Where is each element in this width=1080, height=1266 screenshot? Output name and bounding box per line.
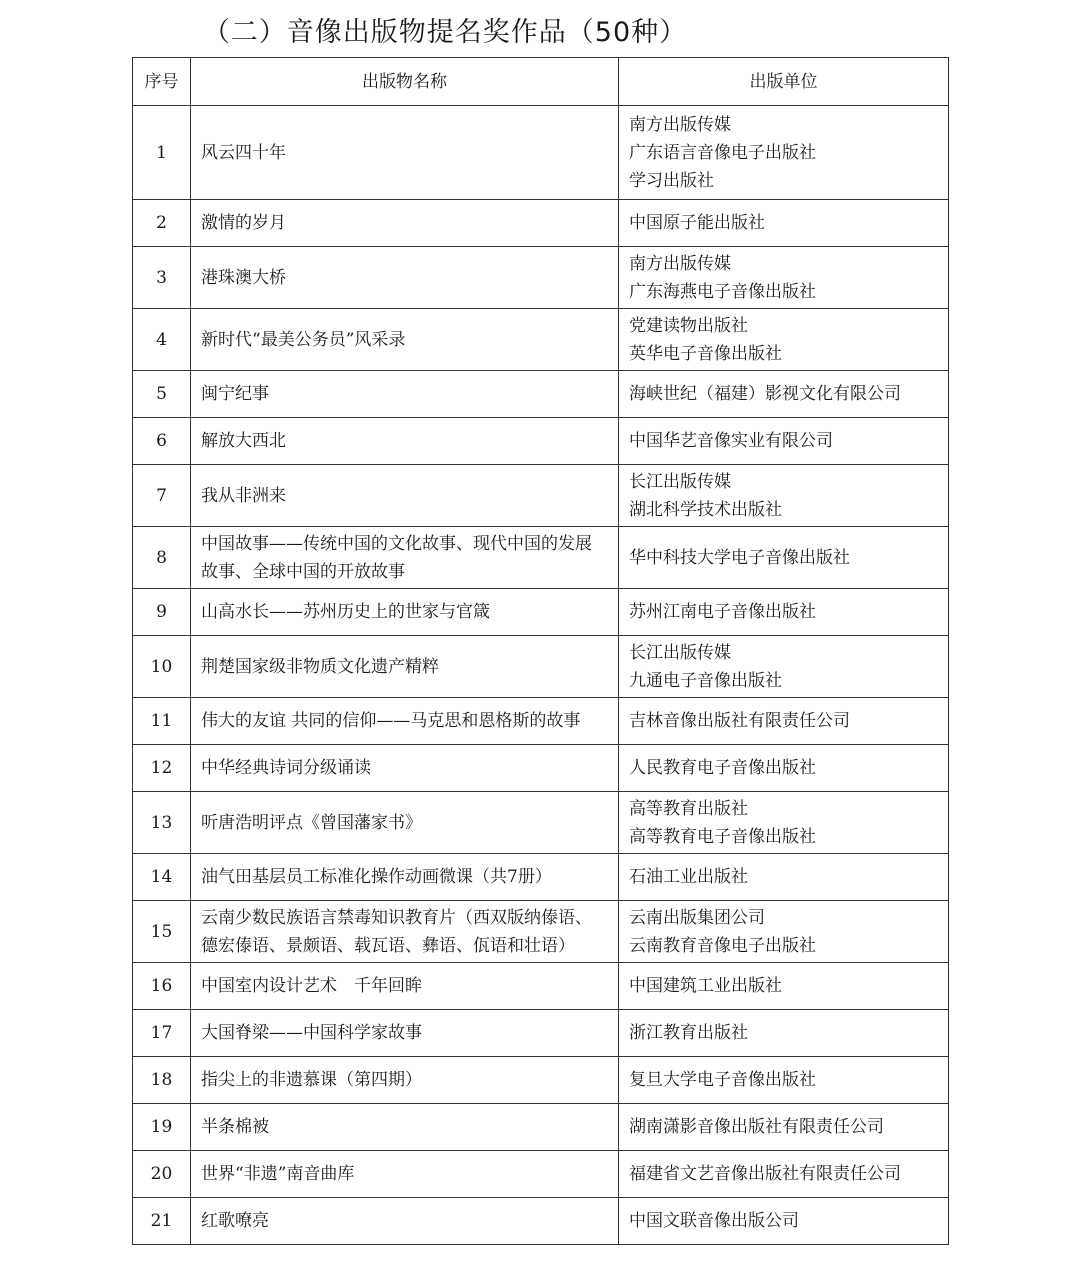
publisher-cell: [619, 901, 949, 963]
column-header-no: 序号: [133, 58, 191, 106]
table-row: [133, 854, 949, 901]
publisher-name: 云南教育音像电子出版社: [629, 935, 816, 956]
table-row: [133, 1057, 949, 1104]
publisher-name: 复旦大学电子音像出版社: [629, 1070, 816, 1090]
publisher-cell: [619, 636, 949, 698]
publisher-name: 高等教育电子音像出版社: [629, 826, 816, 847]
publisher-cell: [619, 309, 949, 371]
publisher-name: 吉林音像出版社有限责任公司: [629, 711, 850, 731]
row-number: 10: [133, 636, 191, 698]
table-row: [133, 465, 949, 527]
publisher-name: 中国建筑工业出版社: [629, 976, 782, 996]
publication-name: 听唐浩明评点《曾国藩家书》: [191, 792, 619, 854]
table-row: [133, 1151, 949, 1198]
row-number: 11: [133, 698, 191, 745]
row-number: 8: [133, 527, 191, 589]
publication-name: 我从非洲来: [191, 465, 619, 527]
publication-name: 激情的岁月: [191, 200, 619, 247]
publisher-cell: [619, 200, 949, 247]
publication-name: 港珠澳大桥: [191, 247, 619, 309]
publication-name: 风云四十年: [191, 106, 619, 200]
publisher-cell: [619, 371, 949, 418]
table-row: [133, 106, 949, 200]
table-row: [133, 589, 949, 636]
table-row: [133, 1010, 949, 1057]
publisher-cell: [619, 247, 949, 309]
table-row: [133, 309, 949, 371]
publisher-name: 湖南潇影音像出版社有限责任公司: [629, 1117, 884, 1137]
publisher-name: 南方出版传媒: [629, 114, 731, 135]
publisher-name: 广东海燕电子音像出版社: [629, 281, 816, 302]
table-row: [133, 418, 949, 465]
row-number: 20: [133, 1151, 191, 1198]
publisher-cell: [619, 418, 949, 465]
row-number: 2: [133, 200, 191, 247]
publisher-name: 长江出版传媒: [629, 642, 731, 663]
publisher-cell: [619, 698, 949, 745]
publisher-cell: [619, 106, 949, 200]
publication-name: 山高水长——苏州历史上的世家与官箴: [191, 589, 619, 636]
row-number: 12: [133, 745, 191, 792]
row-number: 6: [133, 418, 191, 465]
publication-name: 闽宁纪事: [191, 371, 619, 418]
publisher-cell: [619, 745, 949, 792]
publisher-name: 广东语言音像电子出版社: [629, 142, 816, 163]
table-row: [133, 1104, 949, 1151]
row-number: 15: [133, 901, 191, 963]
publisher-name: 高等教育出版社: [629, 798, 748, 819]
row-number: 3: [133, 247, 191, 309]
publisher-name: 福建省文艺音像出版社有限责任公司: [629, 1164, 901, 1184]
publisher-name: 长江出版传媒: [629, 471, 731, 492]
publisher-cell: [619, 1057, 949, 1104]
publisher-name: 学习出版社: [629, 170, 714, 191]
publisher-cell: [619, 465, 949, 527]
column-header-name: 出版物名称: [191, 58, 619, 106]
row-number: 14: [133, 854, 191, 901]
publisher-cell: [619, 963, 949, 1010]
row-number: 7: [133, 465, 191, 527]
publisher-name: 苏州江南电子音像出版社: [629, 602, 816, 622]
publication-name: 油气田基层员工标准化操作动画微课（共7册）: [191, 854, 619, 901]
publisher-name: 人民教育电子音像出版社: [629, 758, 816, 778]
publisher-cell: [619, 1198, 949, 1245]
table-header-row: [133, 58, 949, 106]
table-row: [133, 698, 949, 745]
publisher-name: 中国原子能出版社: [629, 213, 765, 233]
table-row: [133, 1198, 949, 1245]
publication-name: 大国脊梁——中国科学家故事: [191, 1010, 619, 1057]
row-number: 21: [133, 1198, 191, 1245]
row-number: 16: [133, 963, 191, 1010]
publisher-name: 石油工业出版社: [629, 867, 748, 887]
publisher-name: 中国文联音像出版公司: [629, 1211, 799, 1231]
publication-name: 云南少数民族语言禁毒知识教育片（西双版纳傣语、德宏傣语、景颇语、载瓦语、彝语、佤语和壮语）: [191, 901, 619, 963]
publication-name: 中华经典诗词分级诵读: [191, 745, 619, 792]
table-row: [133, 527, 949, 589]
table-row: [133, 371, 949, 418]
publisher-cell: [619, 854, 949, 901]
table-row: [133, 792, 949, 854]
publisher-name: 中国华艺音像实业有限公司: [629, 431, 833, 451]
publisher-name: 浙江教育出版社: [629, 1023, 748, 1043]
publication-name: 指尖上的非遗慕课（第四期）: [191, 1057, 619, 1104]
publisher-name: 九通电子音像出版社: [629, 670, 782, 691]
table-row: [133, 745, 949, 792]
table-row: [133, 963, 949, 1010]
publisher-cell: [619, 1151, 949, 1198]
publisher-cell: [619, 589, 949, 636]
publisher-name: 海峡世纪（福建）影视文化有限公司: [629, 384, 901, 404]
publication-name: 伟大的友谊 共同的信仰——马克思和恩格斯的故事: [191, 698, 619, 745]
award-table: [132, 57, 949, 1245]
publisher-cell: [619, 1010, 949, 1057]
publisher-name: 云南出版集团公司: [629, 907, 765, 928]
row-number: 4: [133, 309, 191, 371]
publication-name: 解放大西北: [191, 418, 619, 465]
row-number: 13: [133, 792, 191, 854]
row-number: 17: [133, 1010, 191, 1057]
table-row: [133, 636, 949, 698]
publication-name: 中国故事——传统中国的文化故事、现代中国的发展故事、全球中国的开放故事: [191, 527, 619, 589]
row-number: 1: [133, 106, 191, 200]
publication-name: 新时代“最美公务员”风采录: [191, 309, 619, 371]
table-row: [133, 200, 949, 247]
publisher-name: 英华电子音像出版社: [629, 343, 782, 364]
publisher-cell: [619, 527, 949, 589]
table-row: [133, 901, 949, 963]
table-body: [133, 106, 949, 1245]
publisher-cell: [619, 792, 949, 854]
publisher-name: 华中科技大学电子音像出版社: [629, 547, 850, 568]
row-number: 18: [133, 1057, 191, 1104]
row-number: 5: [133, 371, 191, 418]
publisher-name: 湖北科学技术出版社: [629, 499, 782, 520]
row-number: 9: [133, 589, 191, 636]
publication-name: 世界“非遗”南音曲库: [191, 1151, 619, 1198]
publication-name: 半条棉被: [191, 1104, 619, 1151]
publisher-name: 党建读物出版社: [629, 315, 748, 336]
row-number: 19: [133, 1104, 191, 1151]
page-title: [0, 10, 1080, 49]
table-row: [133, 247, 949, 309]
column-header-publisher: 出版单位: [619, 58, 949, 106]
publisher-name: 南方出版传媒: [629, 253, 731, 274]
page-title-text: （二）音像出版物提名奖作品（50种）: [202, 17, 688, 48]
publisher-cell: [619, 1104, 949, 1151]
publication-name: 红歌嘹亮: [191, 1198, 619, 1245]
publication-name: 中国室内设计艺术 千年回眸: [191, 963, 619, 1010]
publication-name: 荆楚国家级非物质文化遗产精粹: [191, 636, 619, 698]
